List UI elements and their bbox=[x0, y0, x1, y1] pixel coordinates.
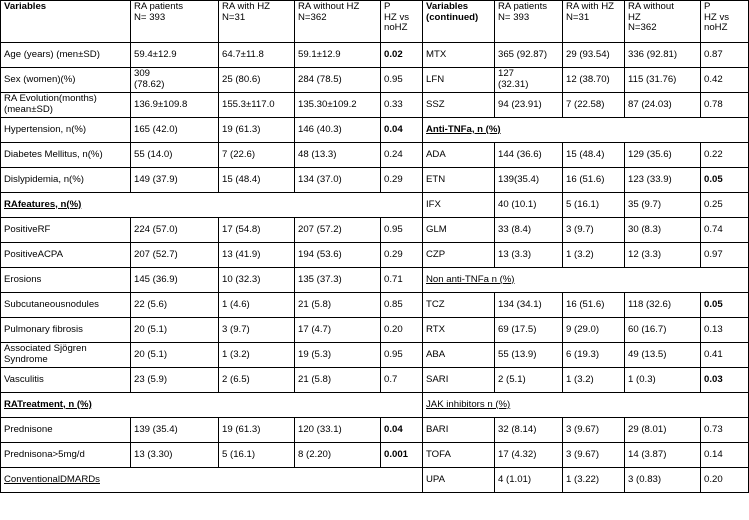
cell-ra-without-hz: 207 (57.2) bbox=[295, 218, 381, 243]
cell-label-right: SSZ bbox=[423, 93, 495, 118]
cell-p-value-right: 0.87 bbox=[701, 43, 749, 68]
cell-ra-with-hz: 13 (41.9) bbox=[219, 243, 295, 268]
cell-label: Hypertension, n(%) bbox=[1, 118, 131, 143]
cell-ra-with-hz: 19 (61.3) bbox=[219, 118, 295, 143]
cell-ra-patients-right: 2 (5.1) bbox=[495, 368, 563, 393]
table-row bbox=[1, 93, 749, 118]
cell-p-value-right: 0.03 bbox=[701, 368, 749, 393]
cell-p-value: 0.85 bbox=[381, 293, 423, 318]
cell-ra-with-hz-right: 3 (9.67) bbox=[563, 418, 625, 443]
cell-label: Age (years) (men±SD) bbox=[1, 43, 131, 68]
cell-ra-patients: 136.9±109.8 bbox=[131, 93, 219, 118]
cell-p-value: 0.71 bbox=[381, 268, 423, 293]
cell-p-value-right: 0.97 bbox=[701, 243, 749, 268]
cell-p-value-right: 0.22 bbox=[701, 143, 749, 168]
cell-label: PositiveRF bbox=[1, 218, 131, 243]
cell-ra-without-hz: 134 (37.0) bbox=[295, 168, 381, 193]
cell-label-right: GLM bbox=[423, 218, 495, 243]
cell-ra-with-hz: 1 (4.6) bbox=[219, 293, 295, 318]
header-ra-with-hz-2: RA with HZ N=31 bbox=[563, 1, 625, 43]
table-row bbox=[1, 443, 749, 468]
cell-ra-patients: 59.4±12.9 bbox=[131, 43, 219, 68]
cell-ra-without-hz-right: 336 (92.81) bbox=[625, 43, 701, 68]
cell-ra-without-hz-right: 118 (32.6) bbox=[625, 293, 701, 318]
cell-p-value-right: 0.25 bbox=[701, 193, 749, 218]
cell-label-right: RTX bbox=[423, 318, 495, 343]
cell-ra-without-hz: 19 (5.3) bbox=[295, 343, 381, 368]
cell-ra-patients-right: 139(35.4) bbox=[495, 168, 563, 193]
cell-p-value: 0.33 bbox=[381, 93, 423, 118]
cell-ra-with-hz-right: 3 (9.67) bbox=[563, 443, 625, 468]
cell-ra-with-hz-right: 16 (51.6) bbox=[563, 168, 625, 193]
cell-ra-patients-right: 144 (36.6) bbox=[495, 143, 563, 168]
cell-ra-patients-right: 40 (10.1) bbox=[495, 193, 563, 218]
cell-ra-patients-right: 32 (8.14) bbox=[495, 418, 563, 443]
cell-ra-patients: 23 (5.9) bbox=[131, 368, 219, 393]
cell-p-value: 0.7 bbox=[381, 368, 423, 393]
table-row bbox=[1, 318, 749, 343]
cell-ra-with-hz: 19 (61.3) bbox=[219, 418, 295, 443]
table-row bbox=[1, 418, 749, 443]
cell-ra-without-hz: 21 (5.8) bbox=[295, 368, 381, 393]
cell-label: PositiveACPA bbox=[1, 243, 131, 268]
cell-ra-without-hz-right: 14 (3.87) bbox=[625, 443, 701, 468]
cell-ra-patients-right: 69 (17.5) bbox=[495, 318, 563, 343]
section-header: RAfeatures, n(%) bbox=[1, 193, 423, 218]
cell-ra-patients: 224 (57.0) bbox=[131, 218, 219, 243]
section-header: RATreatment, n (%) bbox=[1, 393, 423, 418]
cell-label: Prednisone bbox=[1, 418, 131, 443]
cell-ra-patients-right: 17 (4.32) bbox=[495, 443, 563, 468]
cell-ra-patients: 13 (3.30) bbox=[131, 443, 219, 468]
cell-label-right: TCZ bbox=[423, 293, 495, 318]
table-row bbox=[1, 193, 749, 218]
cell-ra-without-hz-right: 115 (31.76) bbox=[625, 68, 701, 93]
cell-ra-patients-right: 127 (32.31) bbox=[495, 68, 563, 93]
cell-ra-without-hz-right: 35 (9.7) bbox=[625, 193, 701, 218]
table-row bbox=[1, 293, 749, 318]
header-ra-with-hz: RA with HZ N=31 bbox=[219, 1, 295, 43]
cell-ra-patients-right: 365 (92.87) bbox=[495, 43, 563, 68]
section-header: ConventionalDMARDs bbox=[1, 468, 423, 493]
section-header-right: Non anti-TNFa n (%) bbox=[423, 268, 749, 293]
cell-ra-patients: 22 (5.6) bbox=[131, 293, 219, 318]
cell-ra-patients: 145 (36.9) bbox=[131, 268, 219, 293]
cell-p-value-right: 0.74 bbox=[701, 218, 749, 243]
cell-label: Subcutaneousnodules bbox=[1, 293, 131, 318]
cell-ra-patients: 20 (5.1) bbox=[131, 318, 219, 343]
table-row bbox=[1, 243, 749, 268]
cell-ra-patients: 55 (14.0) bbox=[131, 143, 219, 168]
cell-p-value: 0.29 bbox=[381, 243, 423, 268]
table-row bbox=[1, 393, 749, 418]
cell-ra-without-hz: 194 (53.6) bbox=[295, 243, 381, 268]
header-row bbox=[1, 1, 749, 43]
cell-ra-without-hz-right: 1 (0.3) bbox=[625, 368, 701, 393]
cell-ra-patients: 20 (5.1) bbox=[131, 343, 219, 368]
cell-ra-patients: 207 (52.7) bbox=[131, 243, 219, 268]
table-row bbox=[1, 68, 749, 93]
cell-ra-with-hz-right: 3 (9.7) bbox=[563, 218, 625, 243]
cell-ra-without-hz-right: 3 (0.83) bbox=[625, 468, 701, 493]
cell-p-value: 0.20 bbox=[381, 318, 423, 343]
cell-ra-without-hz-right: 30 (8.3) bbox=[625, 218, 701, 243]
cell-ra-with-hz: 7 (22.6) bbox=[219, 143, 295, 168]
cell-ra-patients-right: 4 (1.01) bbox=[495, 468, 563, 493]
cell-ra-without-hz-right: 49 (13.5) bbox=[625, 343, 701, 368]
cell-ra-with-hz: 64.7±11.8 bbox=[219, 43, 295, 68]
cell-label-right: ETN bbox=[423, 168, 495, 193]
cell-p-value: 0.04 bbox=[381, 118, 423, 143]
cell-p-value: 0.001 bbox=[381, 443, 423, 468]
cell-ra-with-hz-right: 16 (51.6) bbox=[563, 293, 625, 318]
cell-p-value-right: 0.78 bbox=[701, 93, 749, 118]
cell-ra-with-hz: 5 (16.1) bbox=[219, 443, 295, 468]
cell-ra-without-hz: 135 (37.3) bbox=[295, 268, 381, 293]
cell-ra-with-hz: 155.3±117.0 bbox=[219, 93, 295, 118]
cell-label: Prednisona>5mg/d bbox=[1, 443, 131, 468]
cell-p-value-right: 0.20 bbox=[701, 468, 749, 493]
header-p-value-2: P HZ vs noHZ bbox=[701, 1, 749, 43]
cell-p-value-right: 0.42 bbox=[701, 68, 749, 93]
cell-ra-without-hz: 284 (78.5) bbox=[295, 68, 381, 93]
cell-ra-with-hz: 1 (3.2) bbox=[219, 343, 295, 368]
cell-ra-with-hz: 25 (80.6) bbox=[219, 68, 295, 93]
cell-label-right: ABA bbox=[423, 343, 495, 368]
cell-label: Diabetes Mellitus, n(%) bbox=[1, 143, 131, 168]
cell-label-right: BARI bbox=[423, 418, 495, 443]
cell-ra-without-hz: 8 (2.20) bbox=[295, 443, 381, 468]
cell-ra-with-hz-right: 5 (16.1) bbox=[563, 193, 625, 218]
cell-ra-without-hz: 59.1±12.9 bbox=[295, 43, 381, 68]
cell-ra-patients-right: 134 (34.1) bbox=[495, 293, 563, 318]
cell-p-value-right: 0.41 bbox=[701, 343, 749, 368]
cell-p-value-right: 0.05 bbox=[701, 168, 749, 193]
cell-ra-with-hz-right: 1 (3.2) bbox=[563, 368, 625, 393]
cell-label-right: ADA bbox=[423, 143, 495, 168]
cell-ra-with-hz-right: 15 (48.4) bbox=[563, 143, 625, 168]
cell-label: Dislypidemia, n(%) bbox=[1, 168, 131, 193]
cell-ra-without-hz-right: 87 (24.03) bbox=[625, 93, 701, 118]
cell-p-value: 0.04 bbox=[381, 418, 423, 443]
header-ra-without-hz-2: RA without HZ N=362 bbox=[625, 1, 701, 43]
cell-ra-with-hz: 15 (48.4) bbox=[219, 168, 295, 193]
table-row bbox=[1, 343, 749, 368]
cell-label: Pulmonary fibrosis bbox=[1, 318, 131, 343]
header-variables-continued: Variables (continued) bbox=[423, 1, 495, 43]
cell-label-right: LFN bbox=[423, 68, 495, 93]
cell-ra-without-hz-right: 12 (3.3) bbox=[625, 243, 701, 268]
header-ra-patients-2: RA patients N= 393 bbox=[495, 1, 563, 43]
cell-ra-without-hz: 17 (4.7) bbox=[295, 318, 381, 343]
cell-p-value: 0.02 bbox=[381, 43, 423, 68]
cell-ra-patients: 139 (35.4) bbox=[131, 418, 219, 443]
cell-label-right: MTX bbox=[423, 43, 495, 68]
cell-ra-without-hz: 48 (13.3) bbox=[295, 143, 381, 168]
table-row bbox=[1, 468, 749, 493]
cell-ra-without-hz-right: 123 (33.9) bbox=[625, 168, 701, 193]
cell-ra-without-hz: 146 (40.3) bbox=[295, 118, 381, 143]
cell-ra-with-hz-right: 7 (22.58) bbox=[563, 93, 625, 118]
cell-ra-patients: 165 (42.0) bbox=[131, 118, 219, 143]
cell-p-value: 0.95 bbox=[381, 68, 423, 93]
cell-label-right: IFX bbox=[423, 193, 495, 218]
cell-ra-with-hz-right: 6 (19.3) bbox=[563, 343, 625, 368]
cell-p-value-right: 0.13 bbox=[701, 318, 749, 343]
cell-ra-patients: 309 (78.62) bbox=[131, 68, 219, 93]
table-row bbox=[1, 268, 749, 293]
table-body bbox=[1, 43, 749, 493]
cell-label-right: UPA bbox=[423, 468, 495, 493]
cell-ra-patients: 149 (37.9) bbox=[131, 168, 219, 193]
cell-ra-with-hz-right: 29 (93.54) bbox=[563, 43, 625, 68]
cell-label: Vasculitis bbox=[1, 368, 131, 393]
cell-label: Sex (women)(%) bbox=[1, 68, 131, 93]
cell-ra-with-hz: 3 (9.7) bbox=[219, 318, 295, 343]
table-row bbox=[1, 218, 749, 243]
cell-label: Associated Sjögren Syndrome bbox=[1, 343, 131, 368]
cell-ra-with-hz-right: 1 (3.22) bbox=[563, 468, 625, 493]
cell-label-right: SARI bbox=[423, 368, 495, 393]
cell-ra-with-hz-right: 1 (3.2) bbox=[563, 243, 625, 268]
table-row bbox=[1, 118, 749, 143]
cell-ra-with-hz: 17 (54.8) bbox=[219, 218, 295, 243]
cell-p-value: 0.95 bbox=[381, 343, 423, 368]
cell-ra-without-hz: 21 (5.8) bbox=[295, 293, 381, 318]
cell-label-right: TOFA bbox=[423, 443, 495, 468]
cell-p-value-right: 0.73 bbox=[701, 418, 749, 443]
cell-label-right: CZP bbox=[423, 243, 495, 268]
table-row bbox=[1, 168, 749, 193]
cell-ra-with-hz-right: 12 (38.70) bbox=[563, 68, 625, 93]
cell-p-value: 0.29 bbox=[381, 168, 423, 193]
cell-ra-without-hz-right: 60 (16.7) bbox=[625, 318, 701, 343]
cell-ra-without-hz: 135.30±109.2 bbox=[295, 93, 381, 118]
header-p-value: P HZ vs noHZ bbox=[381, 1, 423, 43]
cell-ra-without-hz-right: 129 (35.6) bbox=[625, 143, 701, 168]
cell-ra-without-hz-right: 29 (8.01) bbox=[625, 418, 701, 443]
cell-ra-with-hz: 2 (6.5) bbox=[219, 368, 295, 393]
cell-label: RA Evolution(months) (mean±SD) bbox=[1, 93, 131, 118]
cell-p-value: 0.95 bbox=[381, 218, 423, 243]
cell-p-value: 0.24 bbox=[381, 143, 423, 168]
cell-p-value-right: 0.14 bbox=[701, 443, 749, 468]
table-row bbox=[1, 43, 749, 68]
cell-ra-patients-right: 33 (8.4) bbox=[495, 218, 563, 243]
table-row bbox=[1, 143, 749, 168]
cell-label: Erosions bbox=[1, 268, 131, 293]
cell-p-value-right: 0.05 bbox=[701, 293, 749, 318]
cell-ra-patients-right: 13 (3.3) bbox=[495, 243, 563, 268]
cell-ra-with-hz: 10 (32.3) bbox=[219, 268, 295, 293]
cell-ra-patients-right: 55 (13.9) bbox=[495, 343, 563, 368]
header-ra-without-hz: RA without HZ N=362 bbox=[295, 1, 381, 43]
section-header-right: Anti-TNFa, n (%) bbox=[423, 118, 749, 143]
cell-ra-without-hz: 120 (33.1) bbox=[295, 418, 381, 443]
table-row bbox=[1, 368, 749, 393]
cell-ra-with-hz-right: 9 (29.0) bbox=[563, 318, 625, 343]
header-ra-patients: RA patients N= 393 bbox=[131, 1, 219, 43]
section-header-right: JAK inhibitors n (%) bbox=[423, 393, 749, 418]
cell-ra-patients-right: 94 (23.91) bbox=[495, 93, 563, 118]
header-variables: Variables bbox=[1, 1, 131, 43]
